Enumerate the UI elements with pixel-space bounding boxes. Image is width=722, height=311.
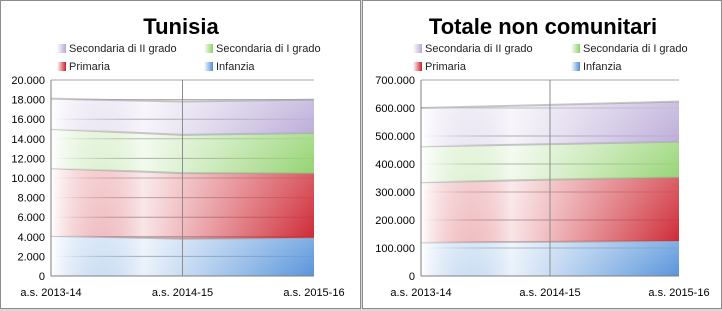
x-tick-label: a.s. 2013-14: [390, 287, 452, 299]
chart-panel-tunisia: [0, 0, 361, 309]
x-tick-label: a.s. 2013-14: [20, 287, 82, 299]
y-tick-label: 600.000: [375, 103, 415, 115]
y-tick-label: 200.000: [375, 215, 415, 227]
y-tick-label: 14.000: [11, 133, 45, 146]
y-tick-label: 400.000: [375, 159, 415, 171]
y-tick-label: 0: [38, 271, 45, 283]
y-tick-label: 500.000: [375, 131, 415, 143]
y-tick-label: 6.000: [17, 212, 45, 225]
legend-swatch-secondaria-di-ii-grado: [413, 44, 422, 53]
legend-label-secondaria-di-i-grado: Secondaria di I grado: [216, 43, 321, 55]
legend-label-secondaria-di-ii-grado: Secondaria di II grado: [425, 43, 533, 55]
y-tick-label: 100.000: [375, 243, 415, 255]
y-tick-label: 20.000: [11, 75, 45, 87]
x-tick-label: a.s. 2014-15: [519, 287, 581, 299]
chart-totale-non-comunitari: [363, 1, 722, 310]
legend-swatch-primaria: [413, 62, 422, 71]
y-tick-label: 12.000: [11, 153, 45, 166]
legend-swatch-secondaria-di-i-grado: [204, 44, 213, 53]
y-tick-label: 300.000: [375, 187, 415, 199]
y-tick-label: 8.000: [17, 192, 45, 205]
legend-label-primaria: Primaria: [425, 61, 466, 73]
legend-swatch-infanzia: [204, 62, 213, 71]
legend-swatch-infanzia: [571, 62, 580, 71]
legend-swatch-secondaria-di-ii-grado: [57, 44, 66, 53]
chart-title: Totale non comunitari: [428, 14, 658, 39]
legend-swatch-secondaria-di-i-grado: [571, 44, 580, 53]
y-tick-label: 16.000: [11, 114, 45, 127]
y-tick-label: 4.000: [17, 231, 45, 244]
y-tick-label: 0: [408, 271, 415, 283]
x-tick-label: a.s. 2015-16: [283, 287, 345, 299]
y-tick-label: 700.000: [375, 75, 415, 87]
legend-label-infanzia: Infanzia: [216, 61, 255, 73]
x-tick-label: a.s. 2014-15: [151, 287, 214, 299]
legend-label-primaria: Primaria: [69, 61, 110, 73]
legend-swatch-primaria: [57, 62, 66, 71]
y-tick-label: 10.000: [11, 173, 45, 185]
x-tick-label: a.s. 2015-16: [648, 287, 710, 299]
y-tick-label: 18.000: [11, 94, 45, 107]
y-tick-label: 2.000: [17, 251, 45, 264]
chart-title: Tunisia: [143, 14, 219, 39]
legend-label-secondaria-di-i-grado: Secondaria di I grado: [583, 43, 688, 55]
chart-tunisia: [1, 1, 362, 310]
legend-label-infanzia: Infanzia: [583, 61, 622, 73]
chart-panel-totale: [362, 0, 722, 309]
legend-label-secondaria-di-ii-grado: Secondaria di II grado: [69, 43, 177, 55]
